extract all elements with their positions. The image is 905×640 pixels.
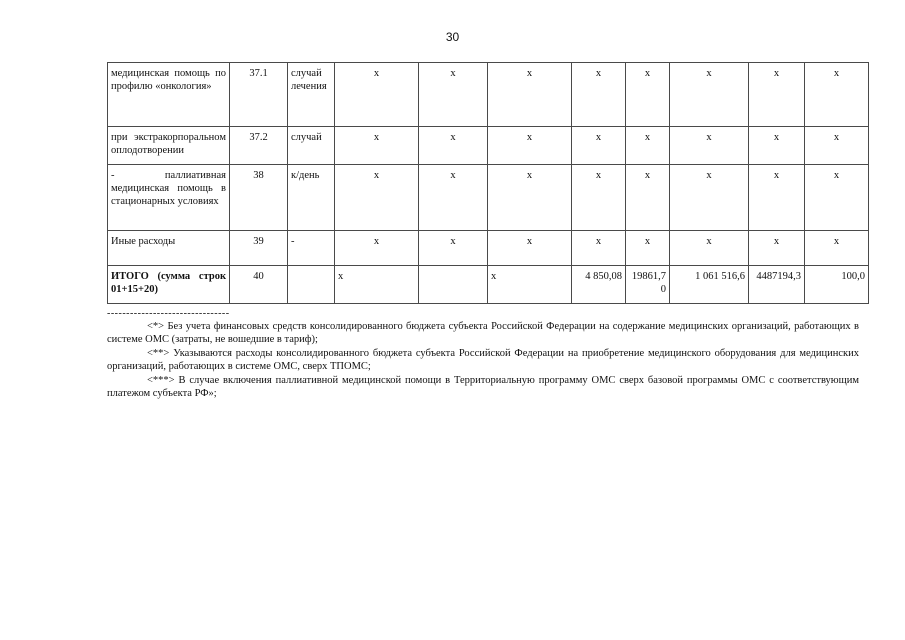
total-cell: 4 850,08 bbox=[572, 266, 626, 304]
table-row bbox=[108, 63, 869, 127]
total-row bbox=[108, 266, 869, 304]
row-unit: случай bbox=[288, 127, 335, 165]
total-cell bbox=[419, 266, 488, 304]
footnote-separator: -------------------------------- bbox=[107, 308, 230, 319]
cell: х bbox=[749, 127, 805, 165]
cell: х bbox=[749, 231, 805, 266]
footnote: <*> Без учета финансовых средств консолидированного бюджета субъекта Российской Федерации на содержание медицинских организаций, работающих в системе ОМС (затраты, не вошедшие в тариф); bbox=[107, 321, 859, 345]
total-label: ИТОГО (сумма строк 01+15+20) bbox=[108, 266, 230, 304]
cell: х bbox=[335, 127, 419, 165]
expenses-table bbox=[107, 62, 869, 304]
row-unit: к/день bbox=[288, 165, 335, 231]
cell: х bbox=[805, 127, 869, 165]
total-cell: 100,0 bbox=[805, 266, 869, 304]
total-code: 40 bbox=[230, 266, 288, 304]
footnote: <***> В случае включения паллиативной медицинской помощи в Территориальную программу ОМС сверх базовой программы ОМС с соответствующим платежом субъекта РФ»; bbox=[107, 375, 859, 399]
cell: х bbox=[626, 127, 670, 165]
cell: х bbox=[670, 63, 749, 127]
total-cell: 19861,70 bbox=[626, 266, 670, 304]
cell: х bbox=[805, 63, 869, 127]
total-cell: х bbox=[488, 266, 572, 304]
row-code: 38 bbox=[230, 165, 288, 231]
total-cell: х bbox=[335, 266, 419, 304]
cell: х bbox=[670, 127, 749, 165]
cell: х bbox=[572, 63, 626, 127]
table-row bbox=[108, 231, 869, 266]
cell: х bbox=[488, 127, 572, 165]
cell: х bbox=[488, 63, 572, 127]
cell: х bbox=[419, 63, 488, 127]
row-name: Иные расходы bbox=[108, 231, 230, 266]
cell: х bbox=[749, 165, 805, 231]
cell: х bbox=[670, 165, 749, 231]
cell: х bbox=[419, 231, 488, 266]
cell: х bbox=[749, 63, 805, 127]
cell: х bbox=[572, 165, 626, 231]
cell: х bbox=[626, 231, 670, 266]
cell: х bbox=[626, 165, 670, 231]
row-name: - паллиативная медицинская помощь в стационарных условиях bbox=[108, 165, 230, 231]
row-code: 39 bbox=[230, 231, 288, 266]
table-row bbox=[108, 127, 869, 165]
total-cell: 1 061 516,6 bbox=[670, 266, 749, 304]
row-name: при экстракорпоральном оплодотворении bbox=[108, 127, 230, 165]
cell: х bbox=[805, 231, 869, 266]
cell: х bbox=[626, 63, 670, 127]
total-cell: 4487194,3 bbox=[749, 266, 805, 304]
cell: х bbox=[670, 231, 749, 266]
row-code: 37.1 bbox=[230, 63, 288, 127]
cell: х bbox=[335, 231, 419, 266]
cell: х bbox=[572, 127, 626, 165]
footnotes bbox=[107, 320, 859, 401]
row-unit: - bbox=[288, 231, 335, 266]
footnote: <**> Указываются расходы консолидированного бюджета субъекта Российской Федерации на приобретение медицинского оборудования для медицинских организаций, работающих в системе ОМС, сверх ТПОМС; bbox=[107, 348, 859, 372]
row-name: медицинская помощь по профилю «онкология» bbox=[108, 63, 230, 127]
cell: х bbox=[335, 165, 419, 231]
row-unit: случай лечения bbox=[288, 63, 335, 127]
cell: х bbox=[488, 165, 572, 231]
cell: х bbox=[419, 127, 488, 165]
cell: х bbox=[335, 63, 419, 127]
table-row bbox=[108, 165, 869, 231]
page-number: 30 bbox=[445, 30, 460, 44]
cell: х bbox=[419, 165, 488, 231]
cell: х bbox=[572, 231, 626, 266]
row-code: 37.2 bbox=[230, 127, 288, 165]
total-unit bbox=[288, 266, 335, 304]
cell: х bbox=[488, 231, 572, 266]
cell: х bbox=[805, 165, 869, 231]
